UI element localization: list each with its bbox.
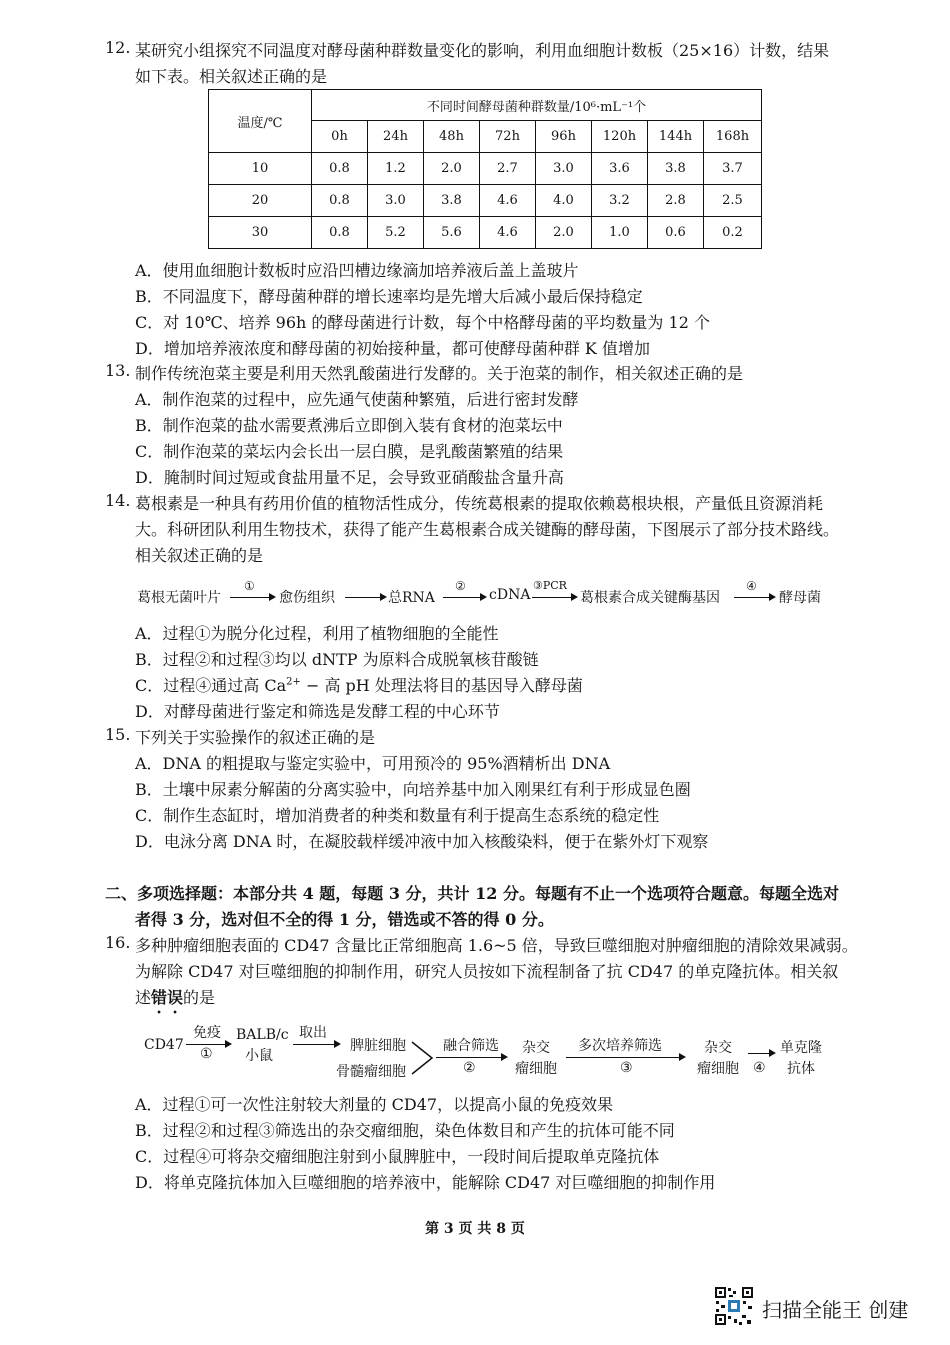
flow-arrow-label: 免疫 [193,1025,221,1041]
value-cell: 0.8 [312,185,368,217]
flow-arrow-label: 多次培养筛选 [578,1038,662,1054]
scanner-watermark: 扫描全能王 创建 [762,1298,909,1322]
merge-bracket [410,1040,436,1076]
q13-option-d: D．腌制时间过短或食盐用量不足，会导致亚硝酸盐含量升高 [135,468,564,487]
flow-node-callus: 愈伤组织 [279,590,335,606]
temp-cell: 20 [209,185,312,217]
q15-option-c: C．制作生态缸时，增加消费者的种类和数量有利于提高生态系统的稳定性 [135,806,660,825]
flow-step-label: ③ [620,1060,633,1076]
time-header: 168h [704,121,762,153]
value-cell: 1.2 [368,153,424,185]
q12-option-a: A．使用血细胞计数板时应沿凹槽边缘滴加培养液后盖上盖玻片 [135,261,579,280]
value-cell: 5.6 [424,217,480,249]
q14-option-a: A．过程①为脱分化过程，利用了植物细胞的全能性 [135,624,499,643]
flow-step-label: ② [455,579,466,593]
flow-step-label: ④ [753,1060,766,1076]
flow-arrow [566,1057,684,1058]
q12-option-c: C．对 10℃、培养 96h 的酵母菌进行计数，每个中格酵母菌的平均数量为 12 个 [135,313,710,332]
value-cell: 1.0 [592,217,648,249]
table-group-header: 不同时间酵母菌种群数量/10⁶·mL⁻¹个 [312,90,762,121]
emphasis-wrong: 错误 [151,988,184,1007]
value-cell: 4.0 [536,185,592,217]
q15-option-b: B．土壤中尿素分解菌的分离实验中，向培养基中加入刚果红有利于形成显色圈 [135,780,691,799]
q16-number: 16. [105,933,131,952]
time-header: 144h [648,121,704,153]
q16-stem-line1: 多种肿瘤细胞表面的 CD47 含量比正常细胞高 1.6~5 倍，导致巨噬细胞对肿瘤细胞的清除效果减弱。 [135,936,858,955]
flow-step-label: ① [200,1046,213,1062]
flow-node-hybridoma-2-label: 瘤细胞 [697,1061,739,1077]
q15-option-d: D．电泳分离 DNA 时，在凝胶载样缓冲液中加入核酸染料，便于在紫外灯下观察 [135,832,709,851]
value-cell: 2.7 [480,153,536,185]
q12-option-d: D．增加培养液浓度和酵母菌的初始接种量，都可使酵母菌种群 K 值增加 [135,339,650,358]
q13-number: 13. [105,361,131,380]
flow-node-antibody: 单克隆 [780,1040,822,1056]
q16-option-d: D．将单克隆抗体加入巨噬细胞的培养液中，能解除 CD47 对巨噬细胞的抑制作用 [135,1173,716,1192]
flow-step-label: ④ [746,579,757,593]
value-cell: 0.2 [704,217,762,249]
q13-option-c: C．制作泡菜的菜坛内会长出一层白膜，是乳酸菌繁殖的结果 [135,442,564,461]
flow-node-yeast: 酵母菌 [779,590,821,606]
flow-node-gene: 葛根素合成关键酶基因 [580,590,720,606]
q12-stem-line1: 某研究小组探究不同温度对酵母菌种群数量变化的影响，利用血细胞计数板（25×16）计数，结果 [135,41,830,60]
value-cell: 0.8 [312,153,368,185]
flow-node-hybridoma: 杂交 [522,1040,550,1056]
time-header: 48h [424,121,480,153]
table-row [209,185,762,217]
section2-heading-line2: 者得 3 分，选对但不全的得 1 分，错选或不答的得 0 分。 [135,910,554,929]
q14-option-c: C．过程④通过高 $Ca^{2+}$ − 高 pH 处理法将目的基因导入酵母菌 [135,676,583,695]
time-header: 96h [536,121,592,153]
flow-node-rna: 总RNA [388,590,435,606]
flow-arrow [748,1053,774,1054]
time-header: 0h [312,121,368,153]
value-cell: 3.0 [536,153,592,185]
q14-option-d: D．对酵母菌进行鉴定和筛选是发酵工程的中心环节 [135,702,500,721]
section2-heading: 二、多项选择题：本部分共 4 题，每题 3 分，共计 12 分。每题有不止一个选项符合题意。每题全选对 [105,884,839,903]
q16-option-a: A．过程①可一次性注射较大剂量的 CD47，以提高小鼠的免疫效果 [135,1095,614,1114]
q13-option-a: A．制作泡菜的过程中，应先通气使菌种繁殖，后进行密封发酵 [135,390,579,409]
q14-stem-line3: 相关叙述正确的是 [135,546,264,565]
value-cell: 5.2 [368,217,424,249]
flow-arrow-label: 融合筛选 [443,1038,499,1054]
flow-arrow [436,1057,506,1058]
q15-number: 15. [105,725,131,744]
q12-option-b: B．不同温度下，酵母菌种群的增长速率均是先增大后减小最后保持稳定 [135,287,643,306]
value-cell: 4.6 [480,185,536,217]
flow-arrow [230,597,274,598]
flow-arrow-label: 取出 [299,1025,327,1041]
q12-stem-line2: 如下表。相关叙述正确的是 [135,67,328,86]
flow-step-label: ① [244,579,255,593]
flow-node-cd47: CD47 [144,1037,184,1053]
flow-step-label: ② [463,1060,476,1076]
value-cell: 2.0 [536,217,592,249]
q13-option-b: B．制作泡菜的盐水需要煮沸后立即倒入装有食材的泡菜坛中 [135,416,563,435]
flow-arrow [734,597,774,598]
q13-stem: 制作传统泡菜主要是利用天然乳酸菌进行发酵的。关于泡菜的制作，相关叙述正确的是 [135,364,744,383]
q14-stem-line1: 葛根素是一种具有药用价值的植物活性成分，传统葛根素的提取依赖葛根块根，产量低且资源消耗 [135,494,824,513]
q15-option-a: A．DNA 的粗提取与鉴定实验中，可用预冷的 95%酒精析出 DNA [135,754,611,773]
flow-arrow [293,1044,339,1045]
flow-arrow [186,1044,230,1045]
flow-node-leaf: 葛根无菌叶片 [137,590,221,606]
q15-stem: 下列关于实验操作的叙述正确的是 [135,728,376,747]
value-cell: 0.6 [648,217,704,249]
table-row [209,217,762,249]
flow-node-mouse: BALB/c [236,1027,289,1043]
flow-node-hybridoma-label: 瘤细胞 [515,1061,557,1077]
q16-option-c: C．过程④可将杂交瘤细胞注射到小鼠脾脏中，一段时间后提取单克隆抗体 [135,1147,660,1166]
temp-cell: 30 [209,217,312,249]
value-cell: 3.0 [368,185,424,217]
value-cell: 3.6 [592,153,648,185]
flow-node-spleen: 脾脏细胞 [350,1038,406,1054]
flow-node-mouse-label: 小鼠 [245,1048,273,1064]
flow-node-hybridoma-2: 杂交 [704,1040,732,1056]
flow-node-cdna: cDNA [489,587,531,603]
time-header: 120h [592,121,648,153]
value-cell: 3.8 [424,185,480,217]
flow-step-label: ③PCR [533,579,567,592]
qr-code-icon [714,1286,754,1326]
flow-arrow [345,597,385,598]
value-cell: 4.6 [480,217,536,249]
temp-cell: 10 [209,153,312,185]
q14-option-b: B．过程②和过程③均以 dNTP 为原料合成脱氧核苷酸链 [135,650,539,669]
table-row [209,153,762,185]
flow-arrow [443,597,485,598]
q14-stem-line2: 大。科研团队利用生物技术，获得了能产生葛根素合成关键酶的酵母菌，下图展示了部分技术路线。 [135,520,840,539]
value-cell: 2.5 [704,185,762,217]
value-cell: 2.8 [648,185,704,217]
value-cell: 3.7 [704,153,762,185]
value-cell: 3.2 [592,185,648,217]
table-corner-header: 温度/℃ [209,90,312,153]
time-header: 24h [368,121,424,153]
page-number: 第 3 页 共 8 页 [425,1221,525,1237]
q14-number: 14. [105,491,131,510]
value-cell: 3.8 [648,153,704,185]
flow-arrow [532,597,576,598]
yeast-population-table [208,89,762,249]
flow-node-myeloma: 骨髓瘤细胞 [336,1064,406,1080]
q12-number: 12. [105,38,131,57]
time-header: 72h [480,121,536,153]
value-cell: 0.8 [312,217,368,249]
q16-stem-line3: 述错误的是 [135,988,216,1007]
value-cell: 2.0 [424,153,480,185]
flow-node-antibody-label: 抗体 [787,1061,815,1077]
q16-stem-line2: 为解除 CD47 对巨噬细胞的抑制作用，研究人员按如下流程制备了抗 CD47 的单克隆抗体。相关叙 [135,962,839,981]
q16-option-b: B．过程②和过程③筛选出的杂交瘤细胞，染色体数目和产生的抗体可能不同 [135,1121,675,1140]
